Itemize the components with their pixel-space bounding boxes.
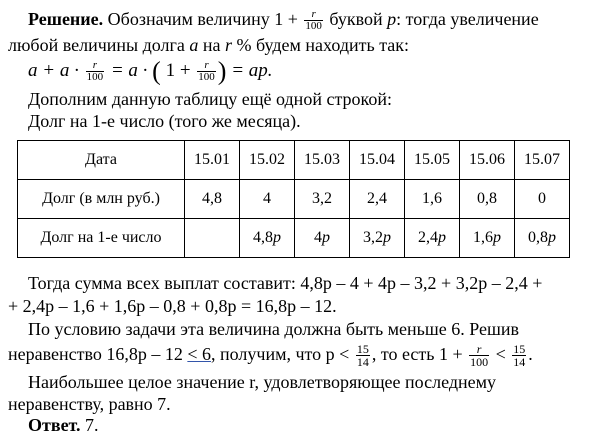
- solution-label: Решение.: [28, 9, 104, 29]
- intro-line-2: [8, 34, 409, 56]
- sum-line-1: Тогда сумма всех выплат составит: 4,8p – 4 + 4p – 3,2 + 3,2p – 2,4 +: [28, 273, 543, 293]
- frac-den: 14: [356, 355, 369, 370]
- var-p: p: [273, 229, 281, 246]
- table-header-label: Дата: [18, 141, 185, 180]
- ineq-text: , получим, что p <: [211, 344, 354, 364]
- table-cell: 1,6p: [460, 219, 515, 258]
- frac-num: r: [476, 342, 482, 357]
- frac-num: 15: [513, 342, 526, 357]
- answer-line: [28, 414, 99, 436]
- formula-part: 1 +: [160, 60, 196, 81]
- paren-open: (: [152, 56, 161, 86]
- frac-den: 100: [198, 71, 215, 84]
- date-cell: 15.01: [185, 141, 240, 180]
- table-cell: 0,8p: [515, 219, 570, 258]
- max-value-line: Наибольшее целое значение r, удовлетворяющее последнему: [28, 372, 497, 392]
- date-cell: 15.05: [405, 141, 460, 180]
- condition-line: По условию задачи эта величина должна быть меньше 6. Решив: [28, 319, 519, 339]
- frac-den: 100: [470, 355, 489, 370]
- ineq-underlined: < 6: [187, 344, 212, 364]
- intro-text: % будем находить так:: [232, 35, 410, 55]
- table-row: [18, 219, 570, 258]
- debt-table: [17, 140, 570, 258]
- var-p: p: [383, 229, 391, 246]
- var-p: p: [493, 229, 501, 246]
- intro-line-1: [28, 8, 539, 32]
- ineq-text: неравенство 16,8p – 12: [8, 344, 188, 364]
- fraction-r-100: [86, 60, 105, 83]
- text-before-table-1: Дополним данную таблицу ещё одной строкой:: [28, 89, 392, 109]
- frac-num: r: [204, 59, 209, 72]
- table-cell: 4,8: [185, 180, 240, 219]
- var-p: p: [322, 229, 330, 246]
- table-cell: 1,6: [405, 180, 460, 219]
- ineq-text: , то есть 1 +: [371, 344, 468, 364]
- date-cell: 15.06: [460, 141, 515, 180]
- var-r: r: [225, 35, 233, 55]
- table-cell: 4,8p: [240, 219, 295, 258]
- table-cell: [185, 219, 240, 258]
- row-label: Долг на 1-е число: [18, 219, 185, 258]
- date-cell: 15.02: [240, 141, 295, 180]
- formula-part: a + a ·: [28, 60, 84, 81]
- fraction-15-14: [356, 343, 370, 368]
- table-cell: 2,4p: [405, 219, 460, 258]
- ineq-text: .: [528, 344, 533, 364]
- ineq-text: <: [491, 344, 511, 364]
- frac-den: 100: [86, 71, 104, 84]
- frac-num: r: [311, 8, 316, 21]
- formula-part: = a ·: [106, 60, 153, 81]
- intro-text: любой величины долга: [8, 35, 190, 55]
- intro-text: буквой: [324, 9, 388, 29]
- fraction-r-100: [304, 9, 323, 32]
- intro-text: : тогда увеличение: [396, 9, 539, 29]
- max-value-line-2: неравенству, равно 7.: [8, 394, 171, 414]
- intro-text: Обозначим величину 1 +: [103, 9, 303, 29]
- table-cell: 2,4: [350, 180, 405, 219]
- text-before-table-2: Долг на 1-е число (того же месяца).: [28, 111, 301, 131]
- frac-den: 100: [305, 20, 322, 33]
- table-row: [18, 180, 570, 219]
- fraction-r-100: [197, 60, 216, 83]
- frac-den: 14: [513, 355, 526, 370]
- table-header-row: [18, 141, 570, 180]
- frac-num: r: [92, 59, 97, 72]
- date-cell: 15.07: [515, 141, 570, 180]
- fraction-15-14: [512, 343, 526, 368]
- row-label: Долг (в млн руб.): [18, 180, 185, 219]
- answer-value: 7.: [80, 415, 99, 435]
- date-cell: 15.04: [350, 141, 405, 180]
- date-cell: 15.03: [295, 141, 350, 180]
- table-cell: 4: [240, 180, 295, 219]
- inequality-line: [8, 343, 533, 368]
- frac-num: 15: [356, 342, 369, 357]
- formula-line: [28, 56, 273, 86]
- table-cell: 3,2p: [350, 219, 405, 258]
- table-cell: 0: [515, 180, 570, 219]
- var-a: a: [189, 35, 199, 55]
- fraction-r-100: [469, 343, 489, 368]
- answer-label: Ответ.: [28, 415, 81, 435]
- table-cell: 3,2: [295, 180, 350, 219]
- intro-text: на: [198, 35, 226, 55]
- formula-part: = ap.: [226, 60, 273, 81]
- table-cell: 4p: [295, 219, 350, 258]
- var-p: p: [387, 9, 397, 29]
- var-p: p: [438, 229, 446, 246]
- paren-close: ): [217, 56, 227, 86]
- sum-line-2: + 2,4p – 1,6 + 1,6p – 0,8 + 0,8p = 16,8p – 12.: [8, 296, 337, 316]
- var-p: p: [548, 229, 556, 246]
- table-cell: 0,8: [460, 180, 515, 219]
